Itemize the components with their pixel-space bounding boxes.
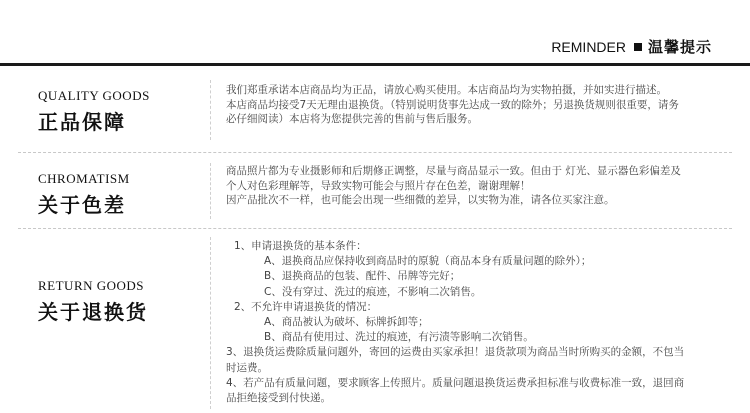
reminder-label-en: REMINDER — [551, 38, 626, 55]
condition-item: A、退换商品应保持收到商品时的原貌（商品本身有质量问题的除外）； — [264, 255, 592, 268]
condition-item: B、退换商品的包装、配件、吊牌等完好； — [264, 270, 461, 283]
divider-vertical — [210, 80, 211, 140]
section-chromatism — [0, 153, 750, 227]
rule-line: 4、若产品有质量问题，要求顾客上传照片。质量问题退换货运费承担标准与收费标准一致，退回商 — [226, 376, 685, 389]
condition-heading: 1、申请退换货的基本条件： — [234, 240, 367, 252]
body-line: 商品照片都为专业摄影师和后期修正调整，尽量与商品显示一致。但由于 灯光、显示器色彩偏差及 — [226, 165, 681, 177]
section-title-en: QUALITY GOODS — [38, 88, 150, 103]
section-return — [0, 229, 750, 413]
rule-line: 3、退换货运费除质量问题外，寄回的运费由买家承担！退货款项为商品当时所购买的金额，不包当 — [226, 346, 685, 359]
rule-line: 时运费。 — [226, 361, 268, 374]
section-title-zh: 正品保障 — [38, 110, 126, 134]
section-title-zh: 关于色差 — [38, 193, 126, 217]
condition-heading: 2、不允许申请退换货的情况： — [234, 300, 378, 313]
section-label — [38, 171, 130, 218]
page-header — [0, 0, 750, 66]
body-line: 本店商品均接受7天无理由退换货。（特别说明货事先达成一致的除外；另退换货规则很重要，请务 — [226, 98, 679, 111]
section-body — [226, 239, 731, 406]
section-label — [38, 88, 150, 135]
body-line: 我们郑重承诺本店商品均为正品，请放心购买使用。本店商品均为实物拍摄，并如实进行描述。 — [226, 84, 667, 96]
section-title-en: RETURN GOODS — [38, 278, 145, 293]
section-quality — [0, 66, 750, 152]
section-title-zh: 关于退换货 — [38, 300, 148, 324]
section-title-en: CHROMATISM — [38, 171, 130, 186]
rule-line: 品拒绝接受到付快递。 — [226, 392, 331, 405]
section-label — [38, 278, 148, 325]
divider-vertical — [210, 163, 211, 219]
reminder-label-zh: 温馨提示 — [647, 38, 712, 56]
body-line: 因产品批次不一样，也可能会出现一些细微的差异，以实物为准，请各位买家注意。 — [226, 194, 615, 206]
condition-item: C、没有穿过、洗过的痕迹，不影响二次销售。 — [264, 285, 482, 298]
condition-item: A、商品被认为破坏、标牌拆卸等； — [264, 316, 429, 329]
section-body — [226, 164, 731, 208]
body-line: 个人对色彩理解等，导致实物可能会与照片存在色差，谢谢理解！ — [226, 179, 531, 192]
condition-item: B、商品有使用过、洗过的痕迹，有污渍等影响二次销售。 — [264, 331, 534, 344]
divider-vertical — [210, 237, 211, 409]
reminder-heading — [551, 36, 712, 57]
body-line: 必仔细阅读）本店将为您提供完善的售前与售后服务。 — [226, 113, 478, 125]
square-bullet-icon — [634, 43, 642, 51]
section-body — [226, 83, 731, 127]
